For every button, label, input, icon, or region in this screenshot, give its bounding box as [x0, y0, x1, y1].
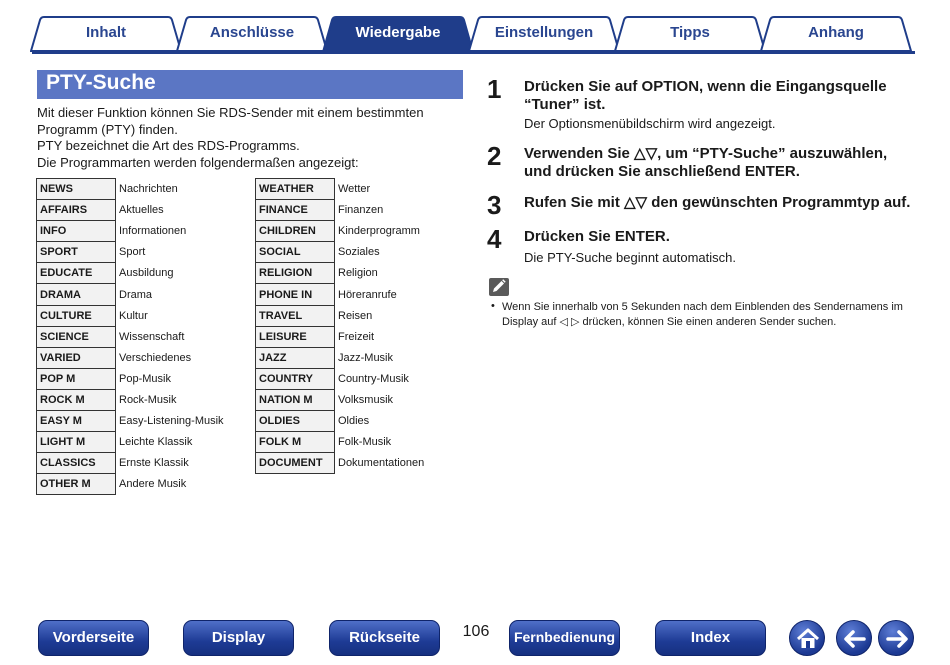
table-row — [37, 432, 228, 453]
pty-code: DOCUMENT — [256, 453, 335, 474]
table-row — [256, 453, 428, 474]
pty-description: Leichte Klassik — [119, 436, 193, 449]
table-row — [37, 242, 228, 263]
remote-control-button[interactable]: Fernbedienung — [509, 620, 620, 656]
pty-description: Country-Musik — [338, 372, 409, 385]
pty-description: Soziales — [338, 246, 380, 259]
pty-code: POP M — [37, 368, 116, 389]
pty-description: Pop-Musik — [119, 372, 171, 385]
step-title: Verwenden Sie △▽, um “PTY-Suche” auszuwählen, und drücken Sie anschließend ENTER. — [524, 145, 888, 180]
pty-description: Freizeit — [338, 330, 375, 343]
pty-code: JAZZ — [256, 347, 335, 368]
table-row — [37, 326, 228, 347]
table-row — [37, 200, 228, 221]
pty-description: Ausbildung — [119, 267, 174, 280]
pty-code: DRAMA — [37, 284, 116, 305]
tab-anschluesse[interactable] — [176, 16, 328, 52]
pty-code: FINANCE — [256, 200, 335, 221]
pty-description: Andere Musik — [119, 478, 187, 491]
note-bullet: • — [491, 300, 495, 312]
table-row — [37, 305, 228, 326]
table-row — [256, 263, 428, 284]
table-row — [256, 326, 428, 347]
tab-underline — [32, 51, 915, 54]
step-description: Der Optionsmenübildschirm wird angezeigt. — [524, 116, 776, 131]
page-number: 106 — [462, 623, 490, 640]
pty-code: INFO — [37, 221, 116, 242]
tab-label: Anhang — [808, 24, 864, 41]
tab-inhalt[interactable] — [30, 16, 182, 52]
step-title: Drücken Sie auf OPTION, wenn die Eingangsquelle “Tuner” ist. — [524, 78, 887, 113]
tab-einstellungen[interactable] — [468, 16, 620, 52]
table-row — [37, 389, 228, 410]
pty-code: TRAVEL — [256, 305, 335, 326]
pty-code: CLASSICS — [37, 453, 116, 474]
pty-description: Volksmusik — [338, 393, 394, 406]
table-row — [256, 432, 428, 453]
table-row — [37, 368, 228, 389]
table-row — [37, 347, 228, 368]
intro-text — [37, 105, 457, 171]
index-button[interactable]: Index — [655, 620, 766, 656]
pty-table-right — [255, 178, 428, 474]
pty-description: Rock-Musik — [119, 393, 177, 406]
pty-description: Informationen — [119, 225, 187, 238]
pty-code: COUNTRY — [256, 368, 335, 389]
tab-label: Tipps — [670, 24, 710, 41]
forward-button[interactable] — [878, 620, 914, 656]
note-text: Wenn Sie innerhalb von 5 Sekunden nach dem Einblenden des Sendernamens im Display auf ◁ ▷ drücken, können Sie einen anderen Sender suchen. — [502, 301, 903, 328]
pty-code: CULTURE — [37, 305, 116, 326]
forward-arrow-icon — [879, 621, 915, 657]
pty-code: WEATHER — [256, 179, 335, 200]
table-row — [256, 305, 428, 326]
tab-tipps[interactable] — [614, 16, 766, 52]
table-row — [37, 474, 228, 495]
pty-description: Verschiedenes — [119, 351, 192, 364]
table-row — [37, 284, 228, 305]
table-row — [256, 200, 428, 221]
pty-code: SPORT — [37, 242, 116, 263]
pty-description: Dokumentationen — [338, 457, 425, 470]
pty-description: Folk-Musik — [338, 436, 392, 449]
pty-description: Wissenschaft — [119, 330, 185, 343]
pty-description: Reisen — [338, 309, 373, 322]
pty-description: Aktuelles — [119, 204, 164, 217]
intro-paragraph: PTY bezeichnet die Art des RDS-Programms. — [37, 138, 300, 153]
pty-code: NATION M — [256, 389, 335, 410]
pty-code: AFFAIRS — [37, 200, 116, 221]
step-title: Rufen Sie mit △▽ den gewünschten Programmtyp auf. — [524, 194, 911, 211]
step-title: Drücken Sie ENTER. — [524, 228, 670, 245]
step-number: 1 — [487, 74, 502, 104]
table-row — [256, 347, 428, 368]
pty-description: Nachrichten — [119, 183, 178, 196]
pty-description: Kinderprogramm — [338, 225, 420, 238]
table-row — [256, 179, 428, 200]
intro-paragraph: Die Programmarten werden folgendermaßen angezeigt: — [37, 154, 359, 170]
table-row — [37, 221, 228, 242]
pty-code: EDUCATE — [37, 263, 116, 284]
pty-description: Kultur — [119, 309, 148, 322]
tab-label: Einstellungen — [494, 24, 594, 41]
pty-code: CHILDREN — [256, 221, 335, 242]
intro-paragraph: Mit dieser Funktion können Sie RDS-Sender mit einem bestimmten Programm (PTY) finden. — [37, 105, 424, 137]
table-row — [256, 242, 428, 263]
step-number: 2 — [487, 141, 502, 171]
pty-code: OTHER M — [37, 474, 116, 495]
pencil-icon — [489, 278, 509, 296]
pty-description: Finanzen — [338, 204, 384, 217]
tab-label: Anschlüsse — [209, 24, 295, 41]
pty-description: Oldies — [338, 415, 370, 428]
pty-code: SCIENCE — [37, 326, 116, 347]
pty-table-left — [36, 178, 228, 495]
pty-code: OLDIES — [256, 411, 335, 432]
table-row — [37, 453, 228, 474]
back-arrow-icon — [837, 621, 873, 657]
pty-code: SOCIAL — [256, 242, 335, 263]
top-tab-bar — [30, 16, 916, 54]
pty-description: Religion — [338, 267, 378, 280]
pty-code: FOLK M — [256, 432, 335, 453]
pty-description: Jazz-Musik — [338, 351, 394, 364]
display-button[interactable]: Display — [183, 620, 294, 656]
pty-code: PHONE IN — [256, 284, 335, 305]
back-button[interactable] — [836, 620, 872, 656]
rear-panel-button[interactable]: Rückseite — [329, 620, 440, 656]
step-number: 3 — [487, 190, 502, 220]
pty-code: LIGHT M — [37, 432, 116, 453]
pty-description: Sport — [119, 246, 146, 259]
table-row — [256, 284, 428, 305]
table-row — [256, 221, 428, 242]
pty-code: NEWS — [37, 179, 116, 200]
tab-anhang[interactable] — [760, 16, 912, 52]
pty-code: ROCK M — [37, 389, 116, 410]
pty-code: RELIGION — [256, 263, 335, 284]
pty-code: EASY M — [37, 411, 116, 432]
pty-code: LEISURE — [256, 326, 335, 347]
home-button[interactable] — [789, 620, 825, 656]
table-row — [256, 368, 428, 389]
pty-description: Wetter — [338, 183, 371, 196]
table-row — [37, 263, 228, 284]
step-number: 4 — [487, 224, 502, 254]
table-row — [37, 179, 228, 200]
pty-description: Höreranrufe — [338, 288, 397, 301]
tab-wiedergabe[interactable] — [322, 16, 474, 52]
table-row — [37, 411, 228, 432]
pty-description: Drama — [119, 288, 153, 301]
front-panel-button[interactable]: Vorderseite — [38, 620, 149, 656]
page-title: PTY-Suche — [37, 70, 463, 99]
pty-code: VARIED — [37, 347, 116, 368]
tab-label: Inhalt — [86, 24, 126, 41]
tab-label: Wiedergabe — [355, 24, 441, 41]
table-row — [256, 411, 428, 432]
table-row — [256, 389, 428, 410]
pty-description: Easy-Listening-Musik — [119, 415, 224, 428]
pty-description: Ernste Klassik — [119, 457, 189, 470]
home-icon — [790, 621, 826, 657]
step-description: Die PTY-Suche beginnt automatisch. — [524, 250, 736, 265]
